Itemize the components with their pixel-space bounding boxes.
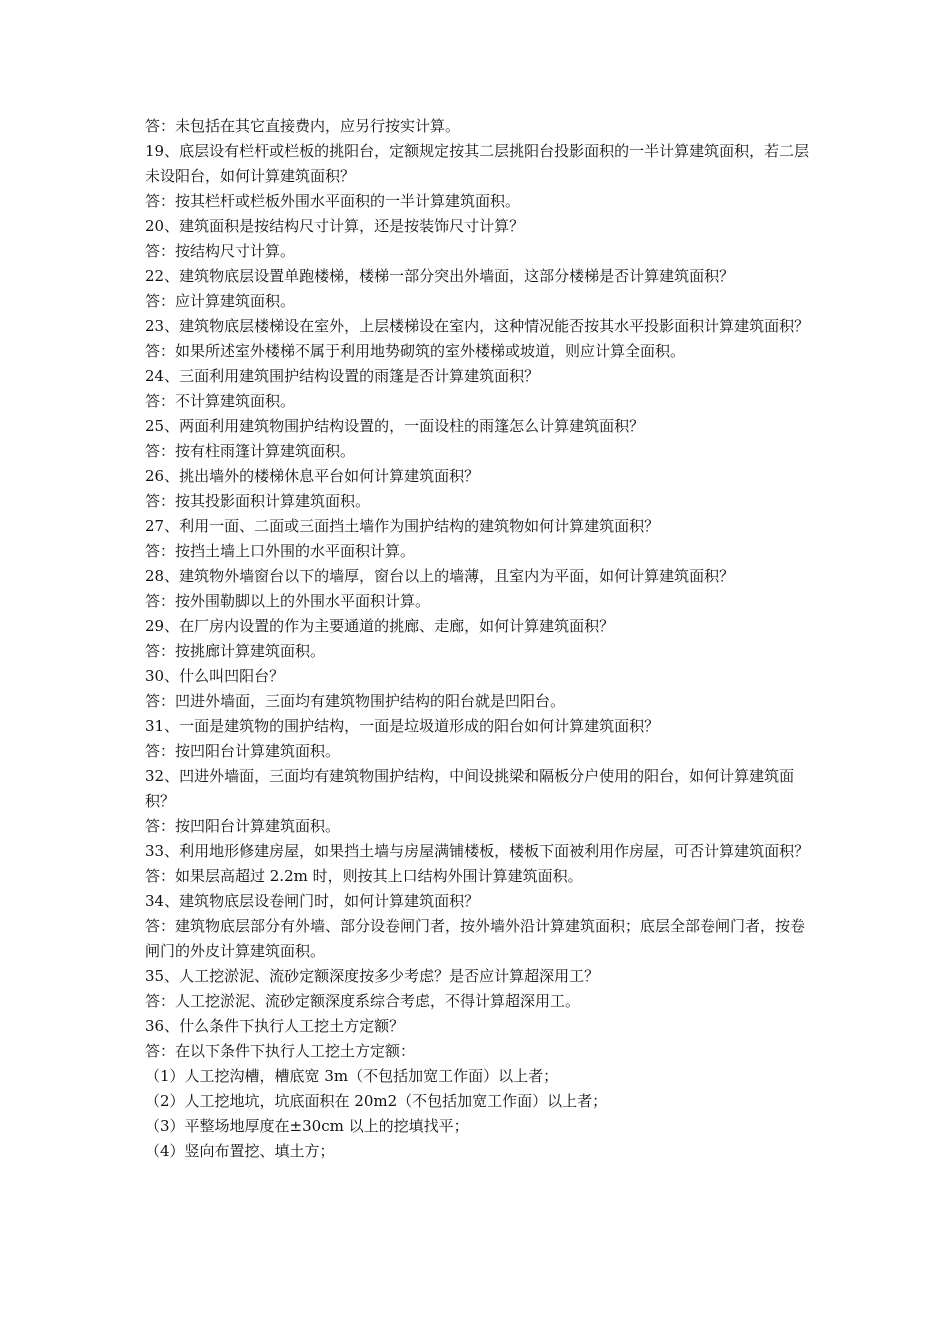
text-line: 答：不计算建筑面积。 — [145, 392, 296, 410]
text-line: 答：如果层高超过 2.2m 时，则按其上口结构外围计算建筑面积。 — [145, 867, 583, 885]
text-line: 答：按有柱雨篷计算建筑面积。 — [145, 442, 356, 460]
text-line: 答：建筑物底层部分有外墙、部分设卷闸门者，按外墙外沿计算建筑面积；底层全部卷闸门者，按卷闸门的外皮计算建筑面积。 — [145, 917, 806, 960]
text-line: 答：凹进外墙面，三面均有建筑物围护结构的阳台就是凹阳台。 — [145, 692, 566, 710]
text-line: 22、建筑物底层设置单跑楼梯，楼梯一部分突出外墙面，这部分楼梯是否计算建筑面积？ — [145, 267, 735, 285]
text-line: 答：按其栏杆或栏板外围水平面积的一半计算建筑面积。 — [145, 192, 521, 210]
text-line: 答：按凹阳台计算建筑面积。 — [145, 742, 341, 760]
text-line: 答：如果所述室外楼梯不属于利用地势砌筑的室外楼梯或坡道，则应计算全面积。 — [145, 342, 686, 360]
text-line: 答：按挡土墙上口外围的水平面积计算。 — [145, 542, 416, 560]
text-line: 25、两面利用建筑物围护结构设置的，一面设柱的雨篷怎么计算建筑面积？ — [145, 417, 645, 435]
text-line: 19、底层设有栏杆或栏板的挑阳台，定额规定按其二层挑阳台投影面积的一半计算建筑面积，若二层未设阳台，如何计算建筑面积？ — [145, 142, 810, 185]
text-line: 23、建筑物底层楼梯设在室外，上层楼梯设在室内，这种情况能否按其水平投影面积计算建筑面积？ — [145, 317, 810, 335]
text-line: 20、建筑面积是按结构尺寸计算，还是按装饰尺寸计算？ — [145, 217, 525, 235]
text-line: 答：人工挖淤泥、流砂定额深度系综合考虑，不得计算超深用工。 — [145, 992, 581, 1010]
text-line: 32、凹进外墙面，三面均有建筑物围护结构，中间设挑梁和隔板分户使用的阳台，如何计算建筑面积？ — [145, 767, 795, 810]
document-body — [145, 114, 813, 1164]
text-line: 31、一面是建筑物的围护结构，一面是垃圾道形成的阳台如何计算建筑面积？ — [145, 717, 660, 735]
text-line: 24、三面利用建筑围护结构设置的雨篷是否计算建筑面积？ — [145, 367, 540, 385]
text-line: 答：未包括在其它直接费内，应另行按实计算。 — [145, 117, 461, 135]
text-line: 答：按外围勒脚以上的外围水平面积计算。 — [145, 592, 431, 610]
text-line: 29、在厂房内设置的作为主要通道的挑廊、走廊，如何计算建筑面积？ — [145, 617, 615, 635]
text-line: 35、人工挖淤泥、流砂定额深度按多少考虑？是否应计算超深用工？ — [145, 967, 600, 985]
text-line: （1）人工挖沟槽，槽底宽 3m（不包括加宽工作面）以上者； — [145, 1067, 559, 1085]
text-line: 27、利用一面、二面或三面挡土墙作为围护结构的建筑物如何计算建筑面积？ — [145, 517, 660, 535]
text-line: 28、建筑物外墙窗台以下的墙厚，窗台以上的墙薄，且室内为平面，如何计算建筑面积？ — [145, 567, 735, 585]
text-line: 34、建筑物底层设卷闸门时，如何计算建筑面积？ — [145, 892, 480, 910]
text-line: 26、挑出墙外的楼梯休息平台如何计算建筑面积？ — [145, 467, 480, 485]
text-line: 答：按其投影面积计算建筑面积。 — [145, 492, 371, 510]
text-line: 答：按结构尺寸计算。 — [145, 242, 296, 260]
text-line: （2）人工挖地坑，坑底面积在 20m2（不包括加宽工作面）以上者； — [145, 1092, 608, 1110]
text-line: 答：在以下条件下执行人工挖土方定额： — [145, 1042, 416, 1060]
text-line: 36、什么条件下执行人工挖土方定额？ — [145, 1017, 405, 1035]
text-line: 答：按凹阳台计算建筑面积。 — [145, 817, 341, 835]
text-line: 30、什么叫凹阳台？ — [145, 667, 285, 685]
text-line: （3）平整场地厚度在±30cm 以上的挖填找平； — [145, 1117, 469, 1135]
text-line: 答：应计算建筑面积。 — [145, 292, 296, 310]
text-line: 33、利用地形修建房屋，如果挡土墙与房屋满铺楼板，楼板下面被利用作房屋，可否计算建筑面积？ — [145, 842, 810, 860]
text-line: （4）竖向布置挖、填土方； — [145, 1142, 335, 1160]
text-line: 答：按挑廊计算建筑面积。 — [145, 642, 326, 660]
